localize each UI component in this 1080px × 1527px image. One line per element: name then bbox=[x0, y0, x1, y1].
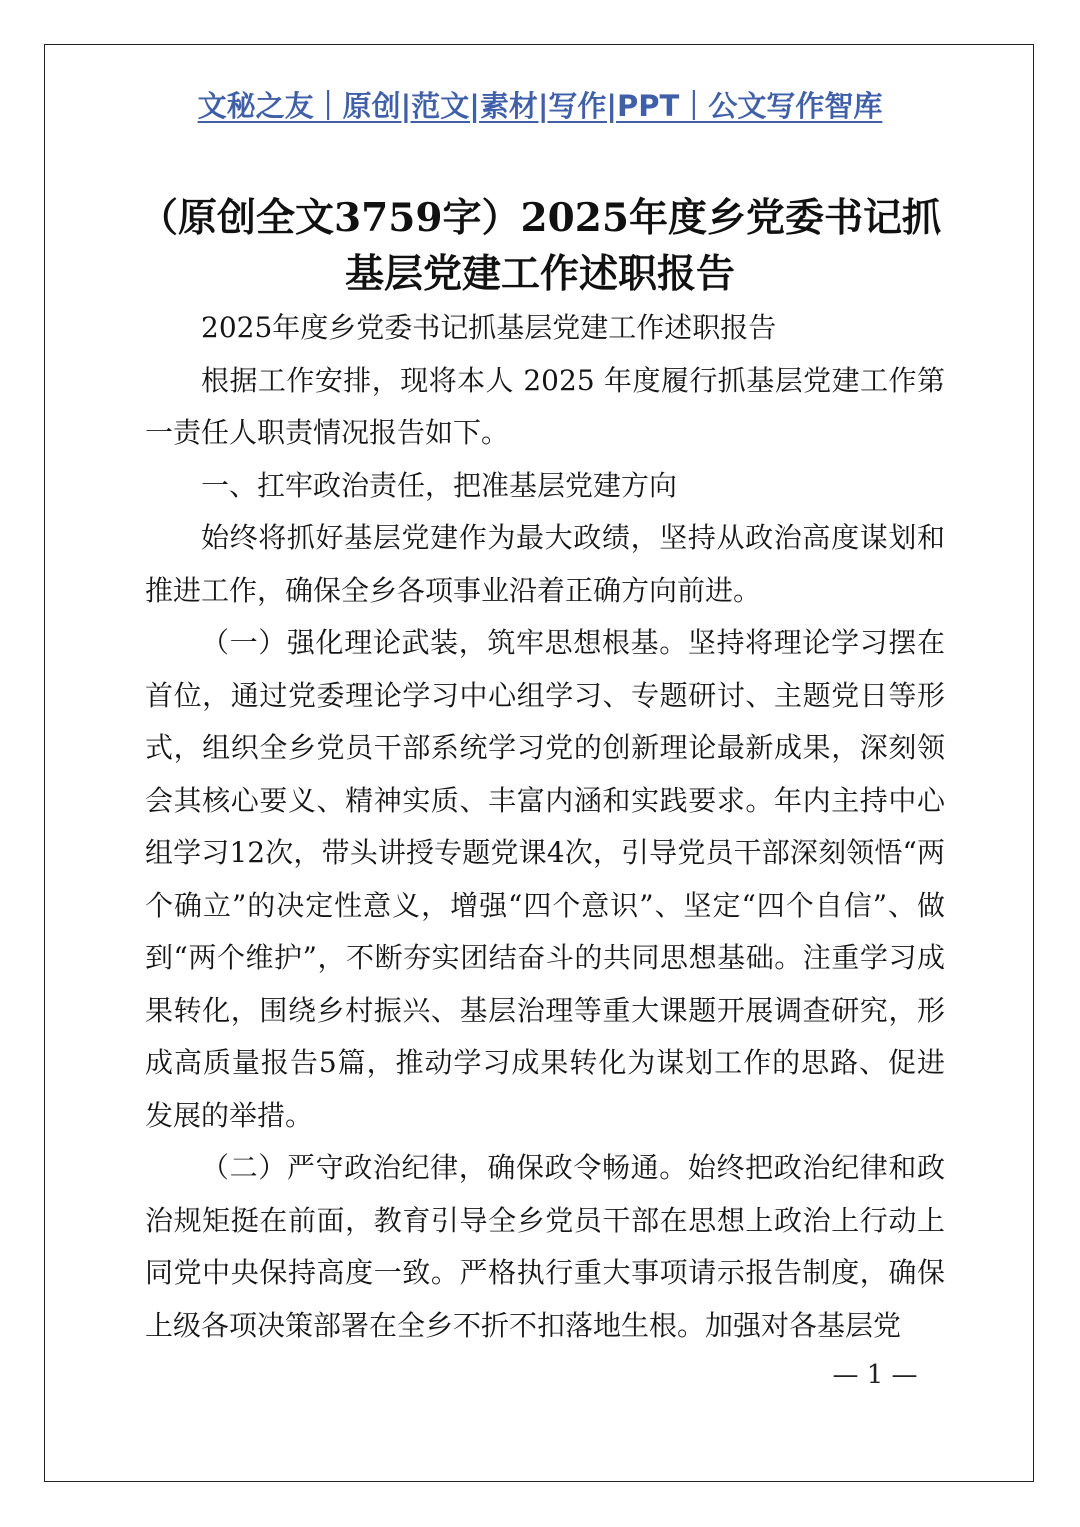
paragraph-subtitle: 2025年度乡党委书记抓基层党建工作述职报告 bbox=[201, 311, 777, 344]
document-body bbox=[145, 302, 945, 1352]
page-number: — 1 — bbox=[832, 1360, 918, 1390]
document-title: （原创全文3759字）2025年度乡党委书记抓基层党建工作述职报告 bbox=[138, 195, 942, 297]
paragraph-section-1: 始终将抓好基层党建作为最大政绩，坚持从政治高度谋划和推进工作，确保全乡各项事业沿着正确方向前进。 bbox=[145, 521, 945, 607]
section-heading-1: 一、扛牢政治责任，把准基层党建方向 bbox=[201, 468, 678, 502]
paragraph-item-1: （一）强化理论武装，筑牢思想根基。坚持将理论学习摆在首位，通过党委理论学习中心组学习、专题研讨、主题党日等形式，组织全乡党员干部系统学习党的创新理论最新成果，深刻领会其核心要义、精神实质、丰富内涵和实践要求。年内主持中心组学习12次，带头讲授专题党课4次，引导党员干部深刻领悟“两个确立”的决定性意义，增强“四个意识”、坚定“四个自信”、做到“两个维护”，不断夯实团结奋斗的共同思想基础。注重学习成果转化，围绕乡村振兴、基层治理等重大课题开展调查研究，形成高质量报告5篇，推动学习成果转化为谋划工作的思路、促进发展的举措。 bbox=[145, 626, 945, 1132]
header-banner-link[interactable]: 文秘之友｜原创|范文|素材|写作|PPT｜公文写作智库 bbox=[197, 89, 883, 123]
paragraph-item-2: （二）严守政治纪律，确保政令畅通。始终把政治纪律和政治规矩挺在前面，教育引导全乡党员干部在思想上政治上行动上同党中央保持高度一致。严格执行重大事项请示报告制度，确保上级各项决策部署在全乡不折不扣落地生根。加强对各基层党 bbox=[145, 1151, 945, 1342]
paragraph-intro: 根据工作安排，现将本人 2025 年度履行抓基层党建工作第一责任人职责情况报告如下。 bbox=[145, 363, 945, 449]
